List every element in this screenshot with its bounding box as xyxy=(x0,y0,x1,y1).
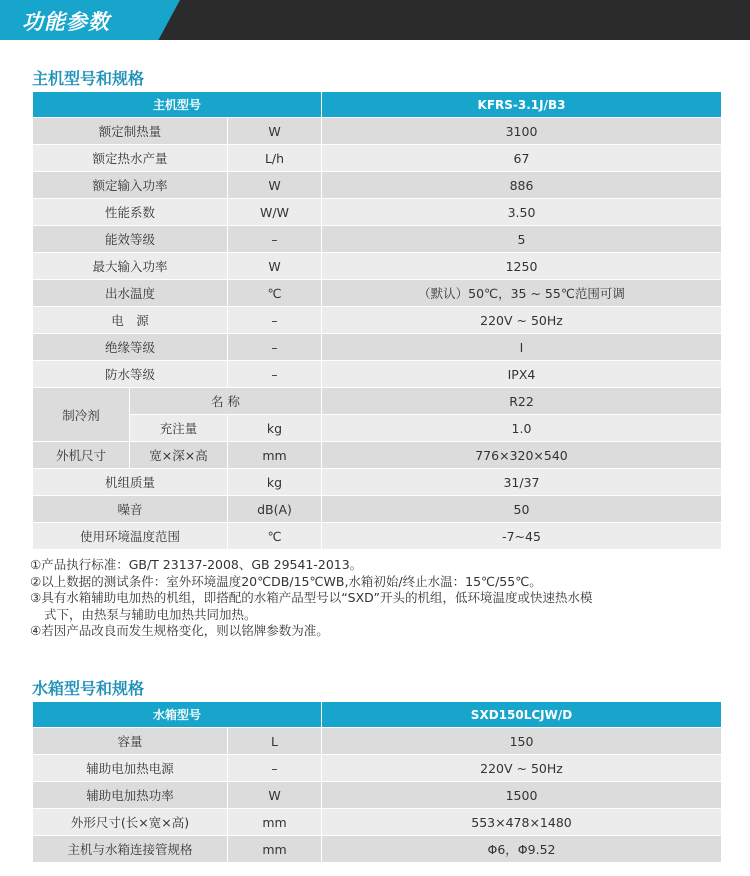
header-label: 主机型号 xyxy=(33,92,322,118)
row-unit: W xyxy=(228,172,322,199)
header-banner xyxy=(0,0,750,40)
row-value: 553×478×1480 xyxy=(322,809,722,836)
row-label: 辅助电加热功率 xyxy=(33,782,228,809)
table-row xyxy=(33,836,722,863)
row-unit: dB(A) xyxy=(228,496,322,523)
row-label: 容量 xyxy=(33,728,228,755)
refrigerant-label: 制冷剂 xyxy=(33,388,130,442)
row-unit: W/W xyxy=(228,199,322,226)
row-unit: ℃ xyxy=(228,280,322,307)
row-value: 3.50 xyxy=(322,199,722,226)
row-label: 辅助电加热电源 xyxy=(33,755,228,782)
refrigerant-charge-unit: kg xyxy=(228,415,322,442)
row-label: 防水等级 xyxy=(33,361,228,388)
row-unit: – xyxy=(228,361,322,388)
row-value: IPX4 xyxy=(322,361,722,388)
page-title: 功能参数 xyxy=(22,10,110,34)
row-label: 能效等级 xyxy=(33,226,228,253)
row-value: 3100 xyxy=(322,118,722,145)
table-row xyxy=(33,755,722,782)
header-label: 水箱型号 xyxy=(33,702,322,728)
table-row xyxy=(33,253,722,280)
row-label: 机组质量 xyxy=(33,469,228,496)
row-value: 67 xyxy=(322,145,722,172)
row-unit: L xyxy=(228,728,322,755)
row-label: 绝缘等级 xyxy=(33,334,228,361)
row-value: -7~45 xyxy=(322,523,722,550)
table-row xyxy=(33,496,722,523)
note-line: ④若因产品改良而发生规格变化，则以铭牌参数为准。 xyxy=(30,623,329,638)
refrigerant-name-value: R22 xyxy=(322,388,722,415)
table-row xyxy=(33,226,722,253)
table-row xyxy=(33,388,722,415)
row-value: 150 xyxy=(322,728,722,755)
row-unit: ℃ xyxy=(228,523,322,550)
table-row xyxy=(33,782,722,809)
dimensions-value: 776×320×540 xyxy=(322,442,722,469)
row-value: （默认）50℃，35 ~ 55℃范围可调 xyxy=(322,280,722,307)
row-value: I xyxy=(322,334,722,361)
row-label: 最大输入功率 xyxy=(33,253,228,280)
note-line: 式下，由热泵与辅助电加热共同加热。 xyxy=(44,606,257,622)
notes-block xyxy=(30,557,730,640)
note-line: ②以上数据的测试条件：室外环境温度20℃DB/15℃WB,水箱初始/终止水温：15℃/55℃。 xyxy=(30,573,542,589)
main-spec-table xyxy=(32,91,722,550)
row-unit: – xyxy=(228,755,322,782)
row-label: 噪音 xyxy=(33,496,228,523)
note-line: ①产品执行标准：GB/T 23137-2008、GB 29541-2013。 xyxy=(30,557,363,572)
table-row xyxy=(33,728,722,755)
table-row xyxy=(33,809,722,836)
refrigerant-name-label: 名 称 xyxy=(130,388,322,415)
table-row xyxy=(33,361,722,388)
note-line: ③具有水箱辅助电加热的机组，即搭配的水箱产品型号以“SXD”开头的机组，低环境温度或快速热水模 xyxy=(30,590,593,605)
row-label: 出水温度 xyxy=(33,280,228,307)
table-row xyxy=(33,118,722,145)
table-row xyxy=(33,280,722,307)
row-label: 额定制热量 xyxy=(33,118,228,145)
row-unit: W xyxy=(228,253,322,280)
table-header-row xyxy=(33,92,722,118)
refrigerant-charge-label: 充注量 xyxy=(130,415,228,442)
row-unit: kg xyxy=(228,469,322,496)
table-row xyxy=(33,172,722,199)
row-value: 220V ~ 50Hz xyxy=(322,755,722,782)
dimensions-unit: mm xyxy=(228,442,322,469)
refrigerant-charge-value: 1.0 xyxy=(322,415,722,442)
row-label: 额定热水产量 xyxy=(33,145,228,172)
table-row xyxy=(33,415,722,442)
row-unit: mm xyxy=(228,836,322,863)
row-value: 220V ~ 50Hz xyxy=(322,307,722,334)
row-unit: – xyxy=(228,307,322,334)
row-label: 性能系数 xyxy=(33,199,228,226)
table-row xyxy=(33,307,722,334)
row-value: 1500 xyxy=(322,782,722,809)
row-label: 使用环境温度范围 xyxy=(33,523,228,550)
header-value: KFRS-3.1J/B3 xyxy=(322,92,722,118)
table-row xyxy=(33,523,722,550)
table-header-row xyxy=(33,702,722,728)
table-row xyxy=(33,442,722,469)
row-unit: W xyxy=(228,118,322,145)
row-value: 5 xyxy=(322,226,722,253)
row-label: 主机与水箱连接管规格 xyxy=(33,836,228,863)
row-label: 电 源 xyxy=(33,307,228,334)
row-value: 1250 xyxy=(322,253,722,280)
table-row xyxy=(33,145,722,172)
row-value: 886 xyxy=(322,172,722,199)
row-unit: W xyxy=(228,782,322,809)
row-unit: L/h xyxy=(228,145,322,172)
row-unit: – xyxy=(228,226,322,253)
header-value: SXD150LCJW/D xyxy=(322,702,722,728)
dimensions-sub: 宽×深×高 xyxy=(130,442,228,469)
row-value: 31/37 xyxy=(322,469,722,496)
main-section-title: 主机型号和规格 xyxy=(32,69,145,88)
row-unit: – xyxy=(228,334,322,361)
row-label: 外形尺寸(长×宽×高) xyxy=(33,809,228,836)
tank-section-title: 水箱型号和规格 xyxy=(32,679,145,698)
table-row xyxy=(33,334,722,361)
row-unit: mm xyxy=(228,809,322,836)
tank-spec-table xyxy=(32,701,722,863)
row-value: Φ6，Φ9.52 xyxy=(322,836,722,863)
row-label: 额定输入功率 xyxy=(33,172,228,199)
row-value: 50 xyxy=(322,496,722,523)
table-row xyxy=(33,469,722,496)
table-row xyxy=(33,199,722,226)
dimensions-label: 外机尺寸 xyxy=(33,442,130,469)
